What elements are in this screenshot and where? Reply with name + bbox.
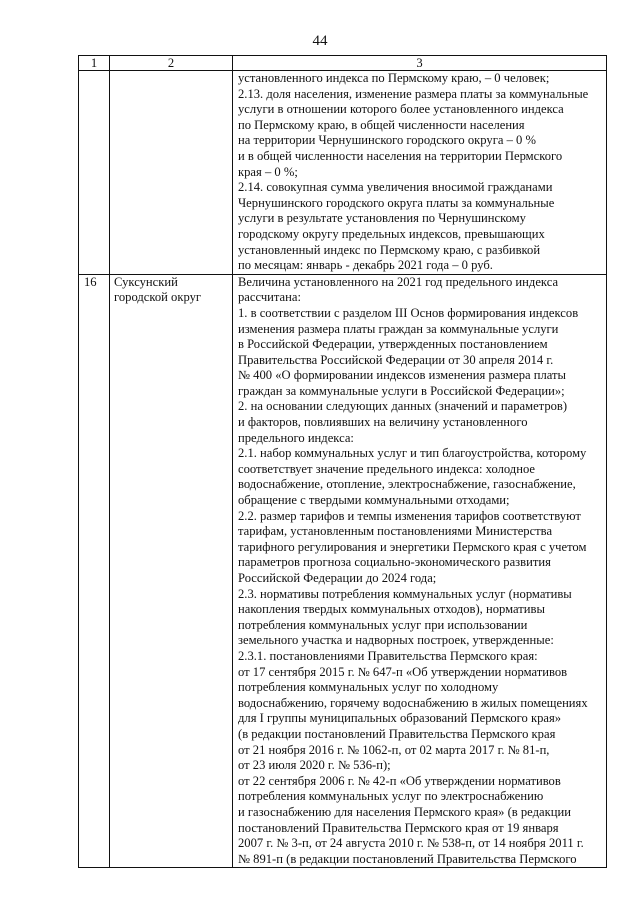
municipality-name-cell [110, 71, 233, 275]
description-line: земельного участка и надворных построек, утвержденные: [238, 633, 554, 648]
description-line: услуги в результате установления по Чернушинскому [238, 211, 526, 226]
description-line: 2.2. размер тарифов и темпы изменения тарифов соответствуют [238, 508, 581, 523]
description-line: рассчитана: [238, 290, 301, 305]
description-line: по месяцам: январь - декабрь 2021 года – 0 руб. [238, 258, 493, 273]
description-line: Правительства Российской Федерации от 30 апреля 2014 г. [238, 352, 554, 367]
description-line: граждан за коммунальные услуги в Российской Федерации»; [238, 383, 565, 398]
description-line: на территории Чернушинского городского округа – 0 % [238, 133, 536, 148]
description-line: по Пермскому краю, в общей численности населения [238, 117, 525, 132]
description-line: городскому округу предельных индексов, превышающих [238, 226, 545, 241]
table-header-row [79, 56, 607, 71]
row-number-cell [79, 71, 110, 275]
municipality-name-line: Суксунский [114, 274, 178, 289]
description-line: потребления коммунальных услуг при использовании [238, 617, 528, 632]
description-line: в Российской Федерации, утвержденных постановлением [238, 337, 548, 352]
description-line: 2.13. доля населения, изменение размера платы за коммунальные [238, 86, 589, 101]
description-line: и газоснабжению для населения Пермского края» (в редакции [238, 804, 571, 819]
description-line: постановлений Правительства Пермского края от 19 января [238, 820, 559, 835]
table-row [79, 71, 607, 275]
header-cell-3: 3 [233, 56, 607, 71]
header-cell-2: 2 [110, 56, 233, 71]
description-line: потребления коммунальных услуг по холодному [238, 680, 499, 695]
description-line: от 21 ноября 2016 г. № 1062-п, от 02 марта 2017 г. № 81-п, [238, 742, 550, 757]
description-line: изменения размера платы граждан за коммунальные услуги [238, 321, 559, 336]
description-line: от 22 сентября 2006 г. № 42-п «Об утверждении нормативов [238, 773, 561, 788]
description-line: услуги в отношении которого более установленного индекса [238, 102, 564, 117]
row-number-cell: 16 [79, 274, 110, 868]
description-line: параметров прогноза социально-экономического развития [238, 555, 551, 570]
municipality-name-line: городской округ [114, 290, 202, 305]
description-line: 2.3. нормативы потребления коммунальных услуг (нормативы [238, 586, 572, 601]
description-line: накопления твердых коммунальных отходов), нормативы [238, 602, 545, 617]
description-cell [233, 274, 607, 868]
description-line: установленный индекс по Пермскому краю, с разбивкой [238, 242, 541, 257]
description-line: 2007 г. № 3-п, от 24 августа 2010 г. № 538-п, от 14 ноября 2011 г. [238, 836, 584, 851]
document-table [78, 55, 607, 868]
description-cell [233, 71, 607, 275]
header-cell-1: 1 [79, 56, 110, 71]
description-line: края – 0 %; [238, 164, 298, 179]
description-line: № 400 «О формировании индексов изменения размера платы [238, 368, 566, 383]
description-line: потребления коммунальных услуг по электроснабжению [238, 789, 544, 804]
description-line: № 891-п (в редакции постановлений Правительства Пермского [238, 851, 577, 866]
description-line: водоснабжение, отопление, электроснабжение, газоснабжение, [238, 477, 576, 492]
description-line: 2.1. набор коммунальных услуг и тип благоустройства, которому [238, 446, 587, 461]
description-line: тарифного регулирования и энергетики Пермского края с учетом [238, 539, 587, 554]
table-row [79, 274, 607, 868]
description-line: тарифам, установленным постановлениями Министерства [238, 524, 553, 539]
description-line: Величина установленного на 2021 год предельного индекса [238, 274, 559, 289]
description-line: от 23 июля 2020 г. № 536-п); [238, 758, 391, 773]
page-number: 44 [312, 33, 328, 49]
description-line: от 17 сентября 2015 г. № 647-п «Об утверждении нормативов [238, 664, 568, 679]
description-line: 2.3.1. постановлениями Правительства Пермского края: [238, 648, 538, 663]
municipality-name-cell [110, 274, 233, 868]
description-line: 2. на основании следующих данных (значений и параметров) [238, 399, 568, 414]
description-line: предельного индекса: [238, 430, 354, 445]
description-line: (в редакции постановлений Правительства Пермского края [238, 726, 556, 741]
description-line: Российской Федерации до 2024 года; [238, 571, 437, 585]
description-line: обращение с твердыми коммунальными отходами; [238, 493, 510, 508]
description-line: 2.14. совокупная сумма увеличения вносимой гражданами [238, 180, 553, 195]
description-line: водоснабжению, горячему водоснабжению в жилых помещениях [238, 695, 588, 710]
description-line: установленного индекса по Пермскому краю, – 0 человек; [238, 71, 550, 85]
description-line: и в общей численности населения на территории Пермского [238, 148, 563, 163]
description-line: соответствует значение предельного индекса: холодное [238, 461, 535, 476]
description-line: 1. в соответствии с разделом III Основ формирования индексов [238, 305, 579, 320]
description-line: и факторов, повлиявших на величину установленного [238, 415, 528, 430]
description-line: для I группы муниципальных образований Пермского края» [238, 711, 562, 726]
description-line: Чернушинского городского округа платы за коммунальные [238, 195, 555, 210]
